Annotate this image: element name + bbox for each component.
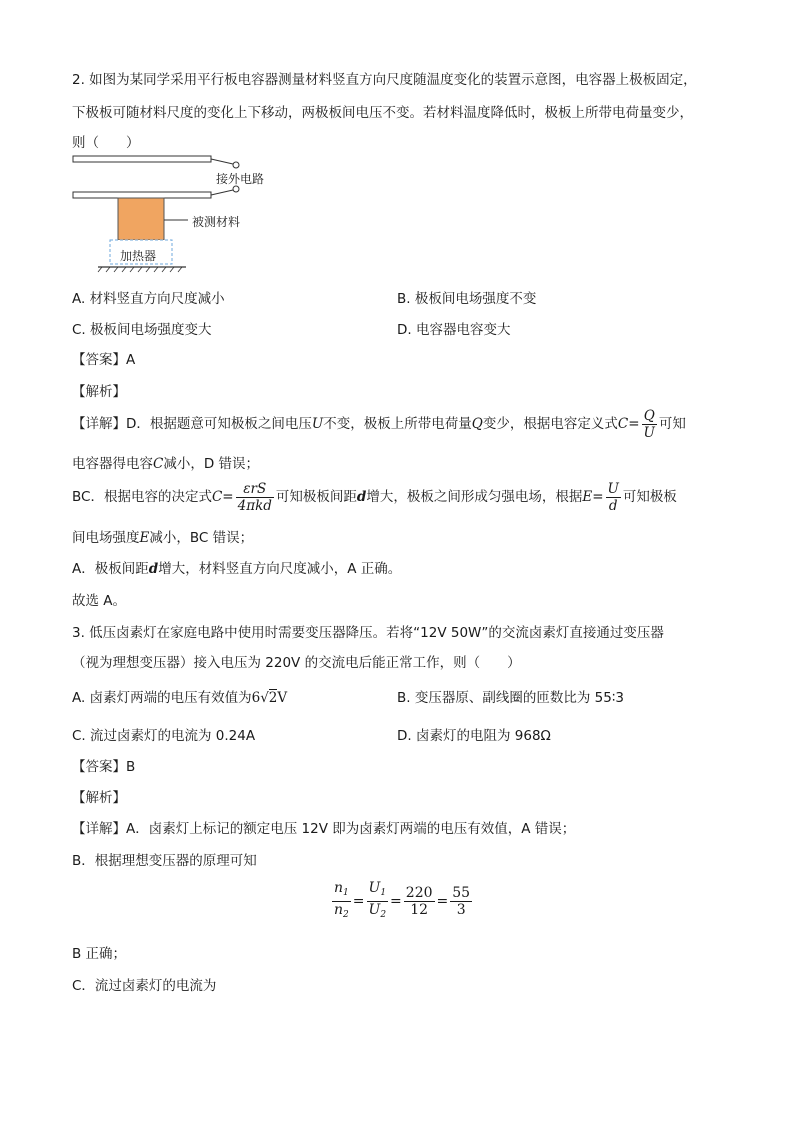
numerator: εrS [236, 481, 274, 498]
numerator: U [607, 480, 619, 497]
label-heater: 加热器 [120, 249, 157, 263]
fraction-220-12 [404, 885, 435, 918]
denominator: 3 [456, 902, 466, 918]
symbol-u: U [311, 416, 324, 432]
symbol-d: d [148, 561, 159, 577]
n-symbol: n [334, 902, 344, 918]
q2-detail-bc-line1 [72, 478, 677, 516]
unit: V [277, 690, 288, 706]
fraction-u-over-d [606, 481, 621, 514]
fraction-u1-u2 [367, 880, 389, 923]
q2-option-a: A. 材料竖直方向尺度减小 [72, 291, 225, 307]
equals: = [592, 489, 604, 505]
q2-stem-line2: 下极板可随材料尺度的变化上下移动，两极板间电压不变。若材料温度降低时，极板上所带电荷量变少， [72, 105, 693, 121]
material-block [118, 198, 164, 240]
fraction-55-3 [450, 885, 472, 918]
text: A. 卤素灯两端的电压有效值为 [72, 690, 252, 706]
q3-analysis-heading: 【解析】 [72, 790, 126, 806]
numerator: 220 [405, 885, 433, 901]
text: 【详解】D．根据题意可知极板之间电压 [72, 416, 312, 432]
label-material: 被测材料 [192, 215, 241, 229]
upper-plate [73, 156, 239, 168]
text: 不变，极板上所带电荷量 [323, 416, 472, 432]
denominator: U [643, 424, 655, 441]
n-symbol: n [334, 880, 344, 896]
equals: = [436, 893, 449, 910]
text: 电容器得电容 [72, 456, 153, 472]
text: 可知极板间距 [275, 489, 357, 505]
equals: = [352, 893, 365, 910]
lower-plate [73, 186, 239, 198]
u-symbol: U [368, 880, 381, 896]
q3-option-d: D. 卤素灯的电阻为 968Ω [397, 728, 551, 744]
text: A．极板间距 [72, 561, 149, 577]
value: 6 [251, 690, 261, 706]
q3-stem-line2: （视为理想变压器）接入电压为 220V 的交流电后能正常工作，则（ ） [72, 655, 521, 671]
q2-option-c: C. 极板间电场强度变大 [72, 322, 212, 338]
text: 变少，根据电容定义式 [482, 416, 618, 432]
text: 可知 [658, 416, 686, 432]
text: 减小，BC 错误； [149, 530, 254, 546]
symbol-c: C [153, 456, 164, 472]
text: BC．根据电容的决定式 [72, 489, 212, 505]
fraction-q-over-u [642, 408, 657, 441]
q2-choose: 故选 A。 [72, 593, 127, 609]
text: 增大，极板之间形成匀强电场，根据 [366, 489, 583, 505]
numerator: Q [642, 408, 657, 425]
label-external-circuit: 接外电路 [216, 172, 265, 186]
q3-stem-line1: 3. 低压卤素灯在家庭电路中使用时需要变压器降压。若将“12V 50W”的交流卤素灯直接通过变压器 [72, 625, 664, 641]
denominator: d [608, 497, 618, 514]
equals: = [390, 893, 402, 910]
q3-detail-c: C．流过卤素灯的电流为 [72, 978, 217, 994]
sqrt-sign: √ [260, 690, 269, 706]
q2-answer: 【答案】A [72, 352, 136, 368]
equals: = [222, 489, 234, 505]
q3-option-c: C. 流过卤素灯的电流为 0.24A [72, 728, 256, 744]
symbol-c: C [617, 416, 629, 432]
ground-hatch [98, 267, 182, 272]
q3-answer: 【答案】B [72, 759, 136, 775]
numerator: 55 [452, 885, 471, 901]
radicand: 2 [268, 690, 278, 706]
q2-stem-line1: 2. 如图为某同学采用平行板电容器测量材料竖直方向尺度随温度变化的装置示意图，电容器上极板固定， [72, 72, 697, 88]
turns-ratio-equation [330, 880, 474, 923]
symbol-q: Q [471, 416, 483, 432]
symbol-e: E [582, 489, 593, 505]
q3-detail-b: B．根据理想变压器的原理可知 [72, 853, 257, 869]
text: 减小，D 错误； [163, 456, 260, 472]
fraction-capacitance [236, 481, 274, 514]
q2-detail-d-line2 [72, 452, 259, 472]
q2-option-b: B. 极板间电场强度不变 [397, 291, 537, 307]
q2-option-d: D. 电容器电容变大 [397, 322, 511, 338]
q3-option-a [72, 686, 287, 706]
q2-detail-a [72, 557, 401, 577]
subscript: 2 [380, 910, 387, 920]
q2-analysis-heading: 【解析】 [72, 384, 126, 400]
denominator: 4πkd [237, 497, 272, 514]
symbol-d: d [356, 489, 367, 505]
q2-stem-line3: 则（ ） [72, 135, 140, 151]
subscript: 1 [380, 888, 387, 898]
q2-detail-bc-line2 [72, 526, 253, 546]
fraction-n1-n2 [332, 880, 351, 923]
u-symbol: U [368, 902, 381, 918]
capacitor-diagram [70, 150, 310, 275]
subscript: 2 [343, 910, 349, 920]
q3-option-b: B. 变压器原、副线圈的匝数比为 55∶3 [397, 690, 624, 706]
text: 增大，材料竖直方向尺度减小，A 正确。 [158, 561, 402, 577]
equals: = [628, 416, 640, 432]
denominator: 12 [410, 902, 429, 918]
subscript: 1 [343, 888, 349, 898]
q2-detail-d-line1 [72, 406, 686, 442]
symbol-e: E [139, 530, 150, 546]
q3-b-correct: B 正确； [72, 946, 127, 962]
text: 间电场强度 [72, 530, 140, 546]
q3-detail-a: 【详解】A．卤素灯上标记的额定电压 12V 即为卤素灯两端的电压有效值，A 错误； [72, 821, 576, 837]
symbol-c: C [211, 489, 223, 505]
text: 可知极板 [622, 489, 677, 505]
